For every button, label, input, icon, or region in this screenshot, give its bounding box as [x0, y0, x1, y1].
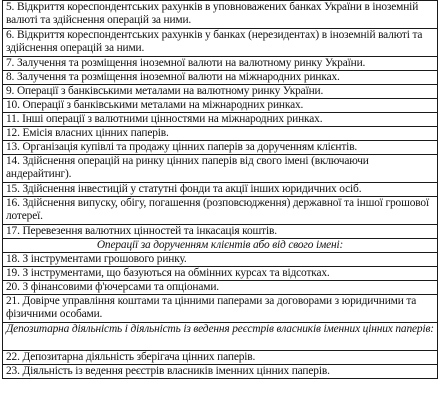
table-cell: 21. Довірче управління коштами та цінними паперами за договорами з юридичними та фізичними особами.	[3, 295, 438, 323]
table-cell: 8. Залучення та розміщення іноземної валюти на міжнародних ринках.	[3, 71, 438, 85]
table-row	[3, 1, 438, 29]
table-row	[3, 267, 438, 281]
table-cell: 9. Операції з банківськими металами на валютному ринку України.	[3, 85, 438, 99]
table-row	[3, 183, 438, 197]
table-cell: 17. Перевезення валютних цінностей та інкасація коштів.	[3, 225, 438, 239]
table-cell: 19. З інструментами, що базуються на обмінних курсах та відсотках.	[3, 267, 438, 281]
table-row	[3, 85, 438, 99]
table-cell: 14. Здійснення операцій на ринку цінних паперів від свого імені (включаючи андерайтинг).	[3, 155, 438, 183]
table-cell: 20. З фінансовими ф'ючерсами та опціонами.	[3, 281, 438, 295]
table-cell: 22. Депозитарна діяльність зберігача цінних паперів.	[3, 351, 438, 365]
section-heading-cell: Депозитарна діяльність і діяльність із ведення реєстрів власників іменних цінних паперів:	[3, 323, 438, 351]
operations-table	[2, 0, 438, 379]
table-row	[3, 155, 438, 183]
table-cell: 16. Здійснення випуску, обігу, погашення (розповсюдження) державної та іншої грошової лотереї.	[3, 197, 438, 225]
table-row	[3, 253, 438, 267]
table-row	[3, 365, 438, 379]
table-cell: 15. Здійснення інвестицій у статутні фонди та акції інших юридичних осіб.	[3, 183, 438, 197]
table-row	[3, 197, 438, 225]
table-cell: 18. З інструментами грошового ринку.	[3, 253, 438, 267]
table-row	[3, 71, 438, 85]
table-row	[3, 281, 438, 295]
table-cell: 7. Залучення та розміщення іноземної валюти на валютному ринку України.	[3, 57, 438, 71]
table-row	[3, 57, 438, 71]
section-heading-row	[3, 239, 438, 253]
table-cell: 11. Інші операції з валютними цінностями на міжнародних ринках.	[3, 113, 438, 127]
table-cell: 5. Відкриття кореспондентських рахунків в уповноважених банках України в іноземній валюті та здійснення операцій за ними.	[3, 1, 438, 29]
table-row	[3, 113, 438, 127]
table-row	[3, 351, 438, 365]
section-heading-row	[3, 323, 438, 351]
table-cell: 6. Відкриття кореспондентських рахунків у банках (нерезидентах) в іноземній валюті та здійснення операцій за ними.	[3, 29, 438, 57]
table-cell: 13. Організація купівлі та продажу цінних паперів за дорученням клієнтів.	[3, 141, 438, 155]
table-cell: 23. Діяльність із ведення реєстрів власників іменних цінних паперів.	[3, 365, 438, 379]
table-row	[3, 225, 438, 239]
section-heading-cell: Операції за дорученням клієнтів або від свого імені:	[3, 239, 438, 253]
table-cell: 10. Операції з банківськими металами на міжнародних ринках.	[3, 99, 438, 113]
table-row	[3, 141, 438, 155]
table-row	[3, 127, 438, 141]
document-page	[2, 0, 438, 379]
table-row	[3, 295, 438, 323]
table-row	[3, 29, 438, 57]
table-cell: 12. Емісія власних цінних паперів.	[3, 127, 438, 141]
table-row	[3, 99, 438, 113]
